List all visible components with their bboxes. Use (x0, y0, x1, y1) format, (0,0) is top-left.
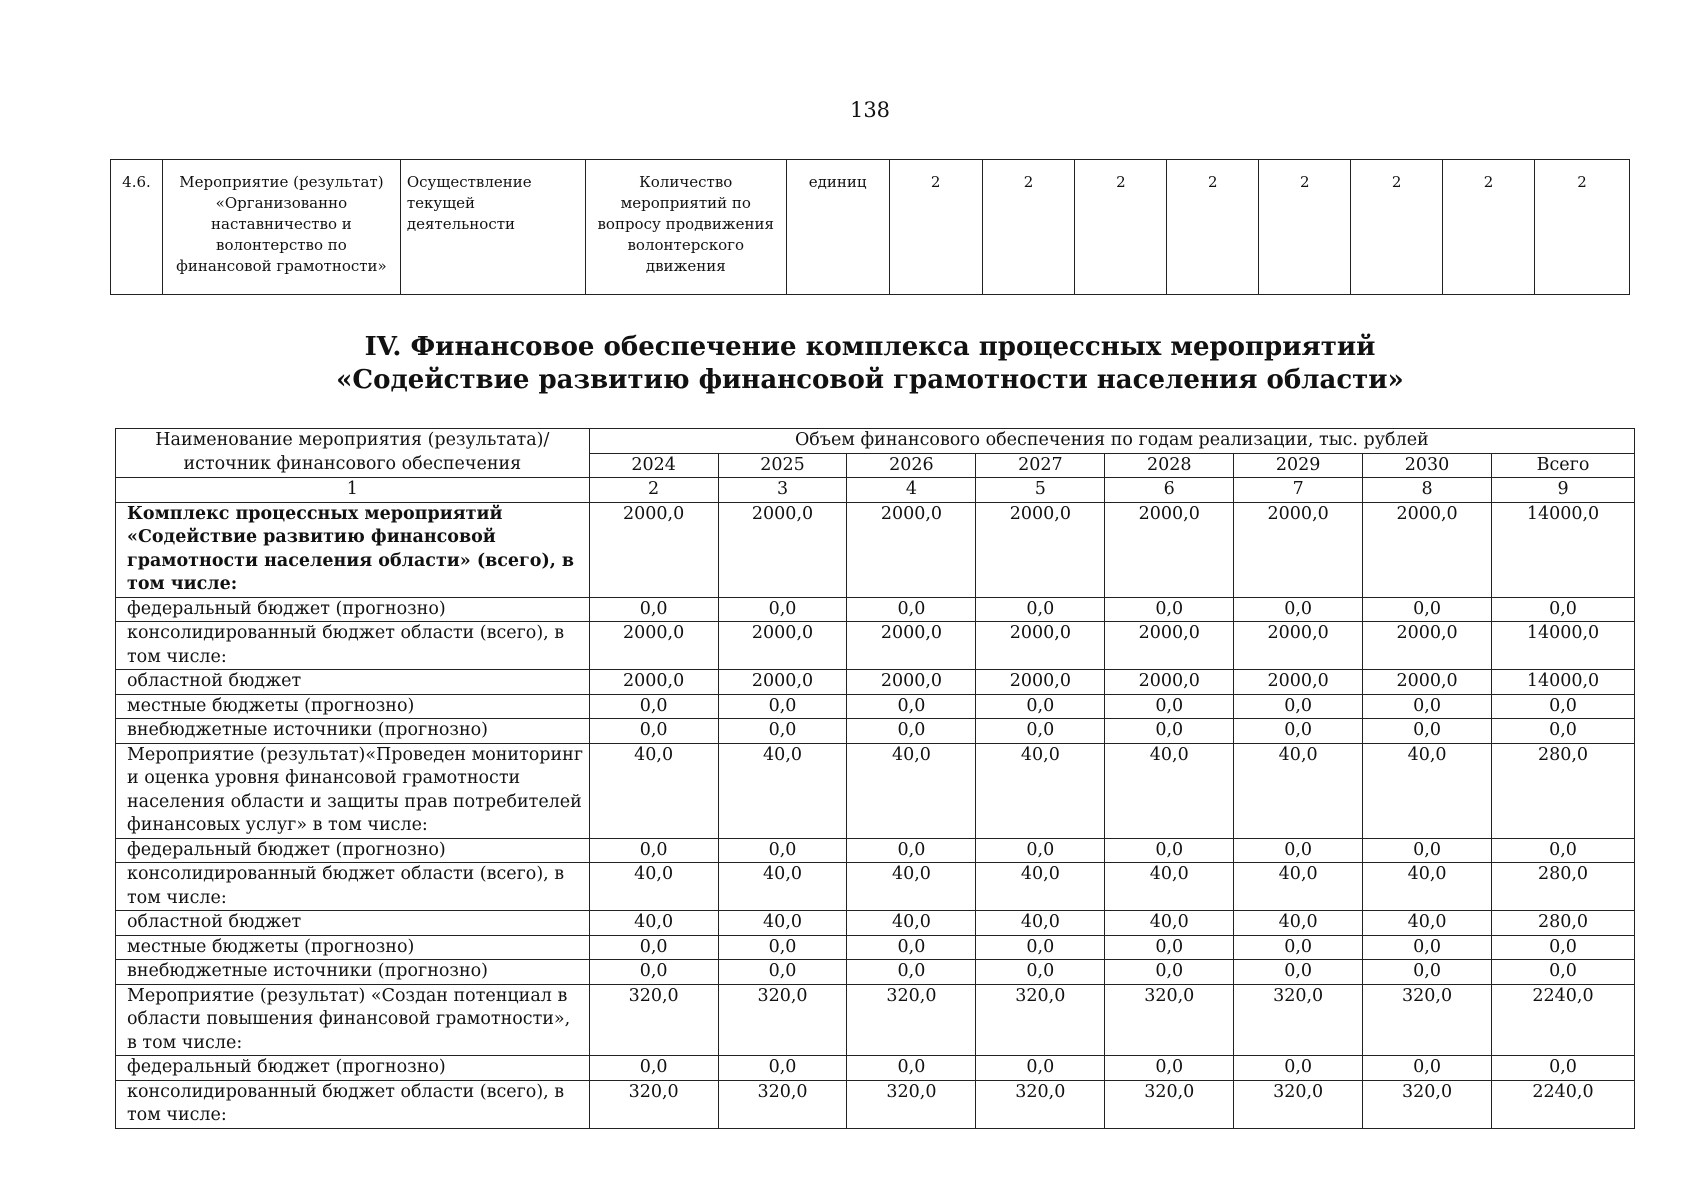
row-name-cell: консолидированный бюджет области (всего), в том числе: (116, 1080, 590, 1128)
table-row (116, 1080, 1635, 1128)
value-cell: 320,0 (718, 1080, 847, 1128)
value-cell: 40,0 (1363, 743, 1492, 838)
value-cell: 2 (1535, 160, 1630, 295)
value-cell: 0,0 (718, 1056, 847, 1081)
col-number-cell: 4 (847, 478, 976, 503)
row-name-cell: внебюджетные источники (прогнозно) (116, 719, 590, 744)
value-cell: 0,0 (589, 838, 718, 863)
table-row (116, 719, 1635, 744)
page-number: 138 (849, 98, 891, 122)
value-cell: 40,0 (1234, 863, 1363, 911)
value-cell: 320,0 (1363, 984, 1492, 1056)
value-cell: 2 (1167, 160, 1259, 295)
value-cell: 0,0 (976, 960, 1105, 985)
value-cell: 40,0 (1105, 911, 1234, 936)
value-cell: 14000,0 (1492, 670, 1635, 695)
value-cell: 0,0 (589, 719, 718, 744)
value-cell: 320,0 (1105, 1080, 1234, 1128)
table-row (116, 960, 1635, 985)
event-line: «Организованно (215, 194, 348, 212)
value-cell: 0,0 (847, 960, 976, 985)
year-cell: 2026 (847, 453, 976, 478)
value-cell: 0,0 (1105, 838, 1234, 863)
row-name-cell: федеральный бюджет (прогнозно) (116, 838, 590, 863)
unit-cell: единиц (786, 160, 889, 295)
col-number-cell: 6 (1105, 478, 1234, 503)
value-cell: 320,0 (589, 984, 718, 1056)
value-cell: 2000,0 (847, 670, 976, 695)
value-cell: 0,0 (1234, 597, 1363, 622)
value-cell: 320,0 (847, 984, 976, 1056)
value-cell: 2000,0 (1234, 670, 1363, 695)
type-cell (400, 160, 585, 295)
type-line: деятельности (406, 215, 516, 233)
value-cell: 2240,0 (1492, 984, 1635, 1056)
value-cell: 0,0 (1363, 960, 1492, 985)
table-row (116, 1056, 1635, 1081)
value-cell: 2000,0 (718, 622, 847, 670)
type-line: Осуществление (406, 173, 532, 191)
event-line: волонтерство по (216, 236, 347, 254)
col-number-cell: 8 (1363, 478, 1492, 503)
value-cell: 40,0 (847, 743, 976, 838)
value-cell: 0,0 (847, 719, 976, 744)
value-cell: 280,0 (1492, 743, 1635, 838)
value-cell: 40,0 (1234, 743, 1363, 838)
year-cell: 2025 (718, 453, 847, 478)
value-cell: 0,0 (847, 838, 976, 863)
row-name-cell: консолидированный бюджет области (всего), в том числе: (116, 863, 590, 911)
value-cell: 0,0 (1363, 597, 1492, 622)
value-cell: 0,0 (847, 597, 976, 622)
row-name-cell: местные бюджеты (прогнозно) (116, 694, 590, 719)
value-cell: 0,0 (1363, 838, 1492, 863)
value-cell: 40,0 (976, 863, 1105, 911)
section-heading (0, 331, 1697, 397)
year-cell: 2029 (1234, 453, 1363, 478)
value-cell: 320,0 (1105, 984, 1234, 1056)
row-name-cell: внебюджетные источники (прогнозно) (116, 960, 590, 985)
value-cell: 0,0 (1492, 935, 1635, 960)
value-cell: 2000,0 (1234, 502, 1363, 597)
value-cell: 2 (1259, 160, 1351, 295)
table-row (116, 597, 1635, 622)
value-cell: 2000,0 (589, 622, 718, 670)
value-cell: 40,0 (1105, 863, 1234, 911)
value-cell: 2 (1443, 160, 1535, 295)
value-cell: 2000,0 (976, 502, 1105, 597)
column-number-row (116, 478, 1635, 503)
value-cell: 320,0 (1234, 984, 1363, 1056)
value-cell: 2000,0 (976, 670, 1105, 695)
value-cell: 2000,0 (589, 670, 718, 695)
value-cell: 2000,0 (718, 670, 847, 695)
value-cell: 0,0 (589, 935, 718, 960)
value-cell: 40,0 (976, 743, 1105, 838)
value-cell: 0,0 (1234, 960, 1363, 985)
table-row (116, 622, 1635, 670)
table-row (116, 670, 1635, 695)
value-cell: 0,0 (589, 597, 718, 622)
value-cell: 320,0 (847, 1080, 976, 1128)
value-cell: 0,0 (1363, 694, 1492, 719)
table-row (116, 694, 1635, 719)
table-row (116, 863, 1635, 911)
indicator-line: движения (645, 257, 726, 275)
col-number-cell: 5 (976, 478, 1105, 503)
value-cell: 0,0 (976, 1056, 1105, 1081)
header-row (116, 429, 1635, 454)
value-cell: 2 (889, 160, 982, 295)
value-cell: 0,0 (1492, 1056, 1635, 1081)
heading-line-2: «Содействие развитию финансовой грамотности населения области» (336, 365, 1404, 395)
value-cell: 40,0 (1105, 743, 1234, 838)
col-number-cell: 3 (718, 478, 847, 503)
value-cell: 2 (1075, 160, 1167, 295)
value-cell: 0,0 (1492, 960, 1635, 985)
value-cell: 2000,0 (1105, 670, 1234, 695)
value-cell: 40,0 (1363, 863, 1492, 911)
header-name-cell: Наименование мероприятия (результата)/источник финансового обеспечения (116, 429, 590, 478)
event-cell (162, 160, 400, 295)
event-line: Мероприятие (результат) (179, 173, 384, 191)
value-cell: 2000,0 (718, 502, 847, 597)
value-cell: 0,0 (1492, 838, 1635, 863)
row-name-cell: областной бюджет (116, 911, 590, 936)
value-cell: 0,0 (1105, 597, 1234, 622)
value-cell: 320,0 (1363, 1080, 1492, 1128)
value-cell: 0,0 (1105, 694, 1234, 719)
value-cell: 0,0 (1363, 935, 1492, 960)
row-name-cell: Мероприятие (результат)«Проведен мониторинг и оценка уровня финансовой грамотности населения области и защиты прав потребителей финансовых услуг» в том числе: (116, 743, 590, 838)
row-name-cell: консолидированный бюджет области (всего), в том числе: (116, 622, 590, 670)
value-cell: 40,0 (589, 863, 718, 911)
value-cell: 40,0 (847, 911, 976, 936)
value-cell: 320,0 (718, 984, 847, 1056)
value-cell: 0,0 (718, 597, 847, 622)
year-cell: 2024 (589, 453, 718, 478)
value-cell: 40,0 (589, 743, 718, 838)
finance-table-body (116, 502, 1635, 1128)
value-cell: 320,0 (1234, 1080, 1363, 1128)
value-cell: 14000,0 (1492, 502, 1635, 597)
value-cell: 0,0 (1105, 960, 1234, 985)
table-row (116, 502, 1635, 597)
year-cell: Всего (1492, 453, 1635, 478)
value-cell: 0,0 (847, 935, 976, 960)
value-cell: 2000,0 (976, 622, 1105, 670)
value-cell: 0,0 (718, 838, 847, 863)
top-table (110, 159, 1630, 295)
value-cell: 0,0 (1492, 694, 1635, 719)
indicator-cell (585, 160, 786, 295)
value-cell: 2000,0 (847, 622, 976, 670)
year-cell: 2030 (1363, 453, 1492, 478)
table-row (116, 743, 1635, 838)
row-name-cell: областной бюджет (116, 670, 590, 695)
value-cell: 0,0 (718, 694, 847, 719)
value-cell: 0,0 (1363, 719, 1492, 744)
value-cell: 40,0 (589, 911, 718, 936)
value-cell: 0,0 (976, 597, 1105, 622)
indicator-line: вопросу продвижения (597, 215, 775, 233)
value-cell: 40,0 (1234, 911, 1363, 936)
value-cell: 0,0 (976, 694, 1105, 719)
value-cell: 0,0 (1234, 1056, 1363, 1081)
event-line: финансовой грамотности» (176, 257, 387, 275)
finance-table (115, 428, 1635, 1129)
event-line: наставничество и (211, 215, 352, 233)
col-number-cell: 1 (116, 478, 590, 503)
value-cell: 0,0 (1234, 719, 1363, 744)
value-cell: 2000,0 (589, 502, 718, 597)
heading-line-1: IV. Финансовое обеспечение комплекса процессных мероприятий (364, 332, 1376, 362)
type-line: текущей (406, 194, 476, 212)
value-cell: 0,0 (1234, 838, 1363, 863)
value-cell: 0,0 (589, 1056, 718, 1081)
row-name-cell: Комплекс процессных мероприятий «Содействие развитию финансовой грамотности населения области» (всего), в том числе: (116, 502, 590, 597)
col-number-cell: 7 (1234, 478, 1363, 503)
value-cell: 2000,0 (847, 502, 976, 597)
value-cell: 0,0 (976, 935, 1105, 960)
value-cell: 0,0 (847, 694, 976, 719)
row-name-cell: Мероприятие (результат) «Создан потенциал в области повышения финансовой грамотности», в том числе: (116, 984, 590, 1056)
value-cell: 40,0 (718, 911, 847, 936)
row-name-cell: федеральный бюджет (прогнозно) (116, 1056, 590, 1081)
value-cell: 280,0 (1492, 863, 1635, 911)
value-cell: 0,0 (1234, 935, 1363, 960)
value-cell: 14000,0 (1492, 622, 1635, 670)
row-number: 4.6. (111, 160, 163, 295)
value-cell: 2000,0 (1363, 622, 1492, 670)
top-table-row (111, 160, 1630, 295)
table-row (116, 911, 1635, 936)
year-cell: 2028 (1105, 453, 1234, 478)
value-cell: 0,0 (1492, 719, 1635, 744)
col-number-cell: 9 (1492, 478, 1635, 503)
value-cell: 0,0 (847, 1056, 976, 1081)
header-volume-cell: Объем финансового обеспечения по годам реализации, тыс. рублей (589, 429, 1634, 454)
value-cell: 0,0 (589, 694, 718, 719)
year-cell: 2027 (976, 453, 1105, 478)
indicator-line: мероприятий по (620, 194, 751, 212)
value-cell: 40,0 (718, 863, 847, 911)
value-cell: 0,0 (1105, 1056, 1234, 1081)
row-name-cell: местные бюджеты (прогнозно) (116, 935, 590, 960)
value-cell: 2240,0 (1492, 1080, 1635, 1128)
value-cell: 0,0 (976, 719, 1105, 744)
table-row (116, 935, 1635, 960)
value-cell: 40,0 (976, 911, 1105, 936)
value-cell: 0,0 (718, 935, 847, 960)
value-cell: 0,0 (1234, 694, 1363, 719)
value-cell: 40,0 (718, 743, 847, 838)
value-cell: 40,0 (847, 863, 976, 911)
value-cell: 0,0 (718, 960, 847, 985)
value-cell: 320,0 (976, 984, 1105, 1056)
value-cell: 0,0 (976, 838, 1105, 863)
table-row (116, 984, 1635, 1056)
value-cell: 2000,0 (1234, 622, 1363, 670)
value-cell: 2 (1351, 160, 1443, 295)
value-cell: 0,0 (718, 719, 847, 744)
value-cell: 320,0 (589, 1080, 718, 1128)
value-cell: 0,0 (589, 960, 718, 985)
value-cell: 320,0 (976, 1080, 1105, 1128)
value-cell: 0,0 (1492, 597, 1635, 622)
row-name-cell: федеральный бюджет (прогнозно) (116, 597, 590, 622)
value-cell: 2000,0 (1363, 670, 1492, 695)
value-cell: 0,0 (1363, 1056, 1492, 1081)
value-cell: 2000,0 (1363, 502, 1492, 597)
value-cell: 2 (982, 160, 1075, 295)
value-cell: 280,0 (1492, 911, 1635, 936)
value-cell: 2000,0 (1105, 502, 1234, 597)
value-cell: 40,0 (1363, 911, 1492, 936)
col-number-cell: 2 (589, 478, 718, 503)
value-cell: 2000,0 (1105, 622, 1234, 670)
table-row (116, 838, 1635, 863)
value-cell: 0,0 (1105, 719, 1234, 744)
value-cell: 0,0 (1105, 935, 1234, 960)
indicator-line: Количество (639, 173, 733, 191)
indicator-line: волонтерского (627, 236, 744, 254)
